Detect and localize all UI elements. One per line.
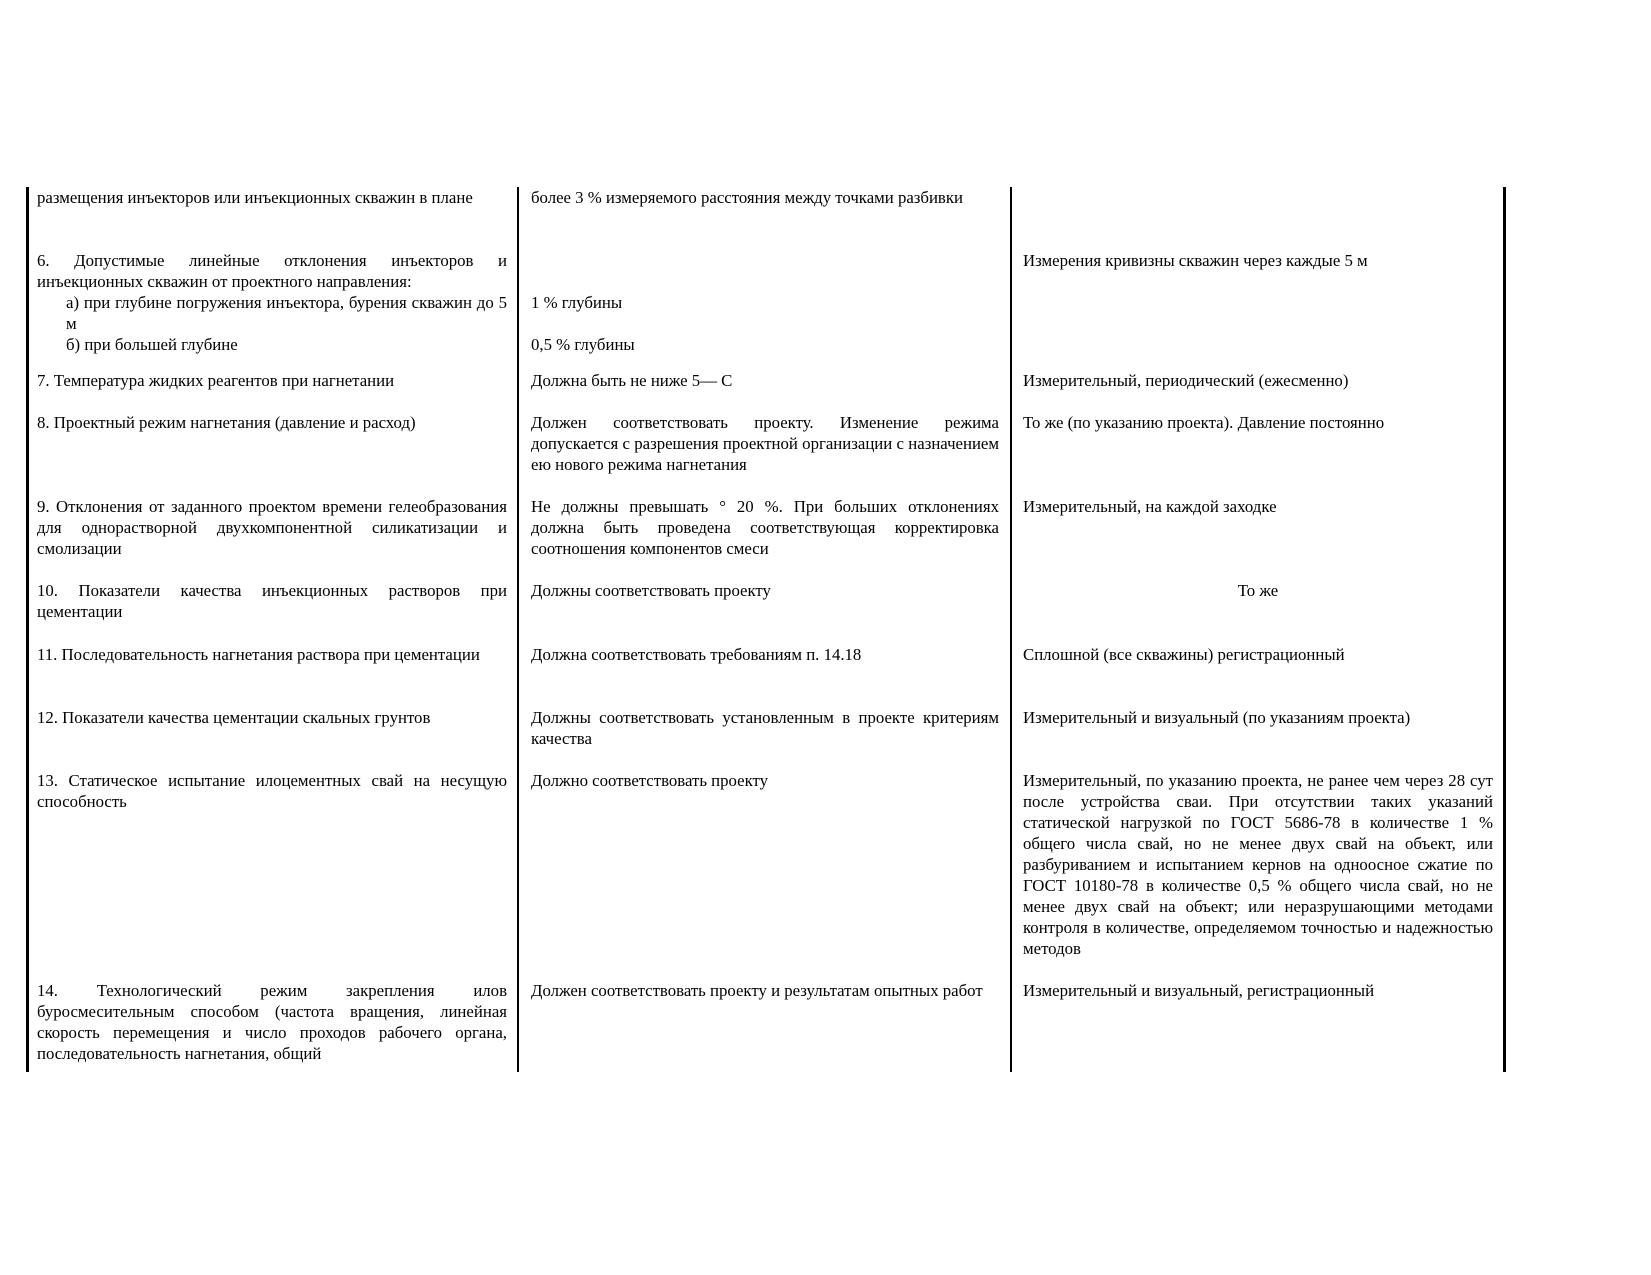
tolerance-cell: Должна соответствовать требованиям п. 14.18 <box>531 645 862 664</box>
requirement-cell: 11. Последовательность нагнетания раствора при цементации <box>37 645 480 664</box>
requirement-cell <box>26 250 519 370</box>
tolerance-cell: Не должны превышать ° 20 %. При больших отклонениях должна быть проведена соответствующая корректировка соотношения компонентов смеси <box>531 497 999 558</box>
table-row <box>26 496 1506 580</box>
tolerance-cell: Должно соответствовать проекту <box>531 771 769 790</box>
table-row <box>26 707 1506 770</box>
control-method-cell: Измерительный и визуальный, регистрационный <box>1023 981 1375 1000</box>
requirement-text: 6. Допустимые линейные отклонения инъекторов и инъекционных скважин от проектного направления: <box>37 251 507 291</box>
requirement-cell: 8. Проектный режим нагнетания (давление и расход) <box>37 413 416 432</box>
control-method-cell: Измерительный, на каждой заходке <box>1023 497 1277 516</box>
requirement-cell: 10. Показатели качества инъекционных растворов при цементации <box>37 581 507 621</box>
tolerance-cell: Должны соответствовать установленным в проекте критериям качества <box>531 708 999 748</box>
tolerance-cell: Должен соответствовать проекту и результатам опытных работ <box>531 981 983 1000</box>
control-method-cell: Измерительный, по указанию проекта, не ранее чем через 28 сут после устройства сваи. При отсутствии таких указаний статической нагрузкой по ГОСТ 5686-78 в количестве 1 % общего числа свай, но не менее двух свай на объект, или разбуриванием и испытанием кернов на одноосное сжатие по ГОСТ 10180-78 в количестве 0,5 % общего числа свай, но не менее двух свай на объект; или неразрушающими методами контроля в количестве, определяемом точностью и надежностью методов <box>1023 771 1493 958</box>
requirement-cell: 12. Показатели качества цементации скальных грунтов <box>37 708 431 727</box>
control-method-cell: Сплошной (все скважины) регистрационный <box>1023 645 1345 664</box>
tolerance-b: 0,5 % глубины <box>531 335 635 354</box>
table-row <box>26 580 1506 644</box>
control-method-cell: Измерения кривизны скважин через каждые 5 м <box>1023 251 1368 270</box>
table-row <box>26 187 1506 250</box>
requirement-sub-b: б) при большей глубине <box>66 335 238 354</box>
tolerance-cell: более 3 % измеряемого расстояния между точками разбивки <box>531 188 963 207</box>
table-row <box>26 644 1506 707</box>
requirement-cell: 13. Статическое испытание илоцементных свай на несущую способность <box>37 771 507 811</box>
control-method-cell: То же (по указанию проекта). Давление постоянно <box>1023 413 1385 432</box>
table-row <box>26 250 1506 370</box>
control-method-cell: Измерительный, периодический (ежесменно) <box>1023 371 1349 390</box>
table-row <box>26 770 1506 980</box>
table-row <box>26 412 1506 496</box>
control-method-cell: То же <box>1237 581 1279 600</box>
table-body <box>26 187 1506 1072</box>
control-method-cell: Измерительный и визуальный (по указаниям проекта) <box>1023 708 1411 727</box>
inspection-table <box>26 187 1508 1072</box>
tolerance-cell: Должен соответствовать проекту. Изменение режима допускается с разрешения проектной организации с назначением ею нового режима нагнетания <box>531 413 999 474</box>
tolerance-cell <box>519 250 1012 370</box>
table-row <box>26 370 1506 412</box>
tolerance-a: 1 % глубины <box>531 293 623 312</box>
requirement-cell: 14. Технологический режим закрепления илов буросмесительным способом (частота вращения, линейная скорость перемещения и число проходов рабочего органа, последовательность нагнетания, общий <box>37 981 507 1063</box>
tolerance-cell: Должны соответствовать проекту <box>531 581 771 600</box>
requirement-cell: 7. Температура жидких реагентов при нагнетании <box>37 371 395 390</box>
requirement-cell: размещения инъекторов или инъекционных скважин в плане <box>37 188 473 207</box>
control-method-cell <box>1012 187 1506 250</box>
requirement-cell: 9. Отклонения от заданного проектом времени гелеобразования для однорастворной двухкомпонентной силикатизации и смолизации <box>37 497 507 558</box>
tolerance-cell: Должна быть не ниже 5— С <box>531 371 733 390</box>
table-row <box>26 980 1506 1072</box>
requirement-sub-a: а) при глубине погружения инъектора, бурения скважин до 5 м <box>66 293 507 333</box>
